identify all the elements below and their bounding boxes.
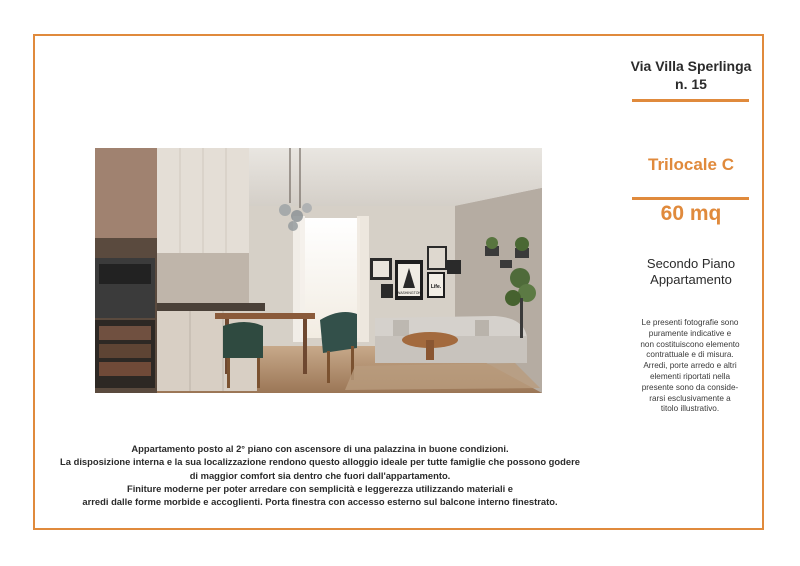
disclaimer-line: non costituiscono elemento [640, 339, 740, 349]
disclaimer-line: Arredi, porte arredo e altri [643, 361, 737, 371]
unit-name: Trilocale C [648, 155, 734, 174]
address-street: Via Villa Sperlinga [630, 58, 752, 74]
floor-type: Appartamento [650, 272, 732, 287]
description-line: Finiture moderne per poter arredare con semplicità e leggerezza utilizzando materiali e [126, 482, 514, 494]
disclaimer-line: contrattuale e di misura. [646, 350, 734, 360]
wall-art-text: Life. [430, 284, 442, 290]
disclaimer-line: rarsi esclusivamente a [649, 393, 731, 403]
address [628, 57, 754, 93]
description-line: Appartamento posto al 2° piano con ascensore di una palazzina in buone condizioni. [131, 443, 509, 454]
disclaimer-line: presente sono da conside- [641, 382, 739, 392]
interior-render-photo [95, 148, 542, 393]
description-line: di maggior comfort sia dentro che fuori dall'appartamento. [189, 469, 451, 481]
divider-middle [632, 197, 749, 200]
unit-area: 60 mq [660, 202, 722, 225]
apartment-description [40, 442, 600, 508]
disclaimer-line: titolo illustrativo. [660, 404, 720, 414]
wall-art-text: WASHINGTON [397, 291, 421, 295]
divider-top [632, 99, 749, 102]
disclaimer-line: puramente indicative e [648, 328, 732, 338]
disclaimer-line: Le presenti fotografie sono [641, 318, 739, 327]
description-line: La disposizione interna e la sua localizzazione rendono questo alloggio ideale per tutte famiglie che possono godere [60, 456, 580, 468]
disclaimer [630, 318, 750, 415]
floor-level: Secondo Piano [646, 256, 736, 271]
floor-info [628, 256, 754, 288]
disclaimer-line: elementi riportati nella [649, 371, 731, 381]
description-line: arredi dalle forme morbide e accoglienti. Porta finestra con accesso esterno sul balcone interno finestrato. [82, 496, 558, 508]
address-number: n. 15 [675, 76, 707, 92]
